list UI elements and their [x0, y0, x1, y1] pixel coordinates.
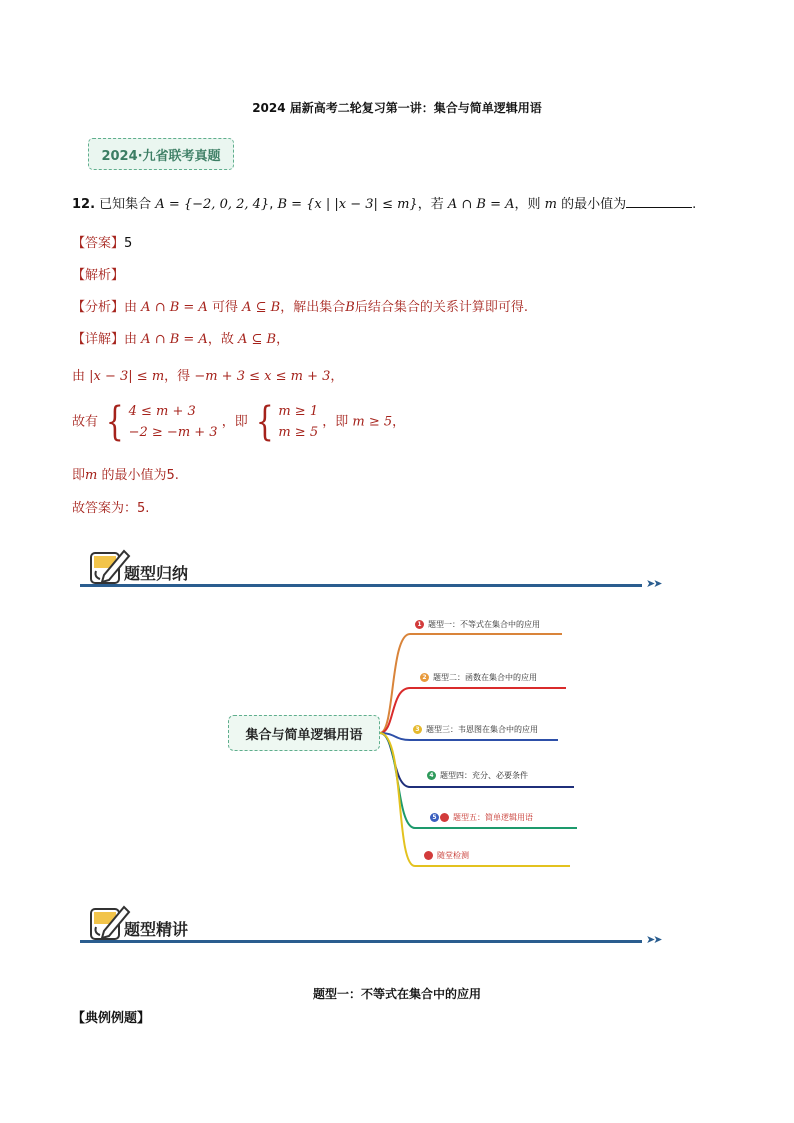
xiangjie-line: [72, 328, 289, 347]
step4-text-1: 即: [72, 468, 86, 483]
exam-tag: 2024·九省联考真题: [88, 138, 234, 170]
branch-label: 题型二：函数在集合中的应用: [433, 673, 537, 682]
branch-line-6: [380, 733, 570, 866]
branch-label: 随堂检测: [437, 851, 469, 860]
analysis-label: 【解析】: [72, 268, 125, 283]
xiangjie-text-2: ，故: [207, 332, 234, 347]
xiangjie-label: 【详解】: [72, 332, 125, 347]
inequality-system-2: { m ≥ 1 m ≥ 5: [255, 399, 319, 445]
section-rule: [80, 584, 642, 587]
ask-prefix: ，则: [514, 197, 541, 212]
inequality-system-1: { 4 ≤ m + 3 −2 ≥ −m + 3: [105, 399, 218, 445]
section-title-induction: 题型归纳: [124, 564, 189, 583]
branch-label: 题型五：简单逻辑用语: [453, 813, 533, 822]
subsection-title: 题型一：不等式在集合中的应用: [312, 987, 481, 1001]
fenxi-text-3: ，解出集合: [280, 300, 346, 315]
condition: A ∩ B = A: [447, 197, 515, 212]
flag-icon: [440, 813, 449, 822]
fenxi-text-4: 后结合集合的关系计算即可得.: [354, 300, 528, 315]
mindmap-branch-2: [420, 672, 537, 683]
problem-end: .: [692, 197, 697, 212]
system2-row1: m ≥ 1: [278, 404, 319, 419]
system2-row2: m ≥ 5: [278, 425, 319, 440]
xiangjie-math-2: A ⊆ B: [237, 332, 277, 347]
xiangjie-text-1: 由: [124, 332, 138, 347]
branch-number-badge: 4: [427, 771, 436, 780]
variable-m: m: [544, 197, 557, 212]
step2-math-1: |x − 3| ≤ m: [89, 369, 165, 384]
branch-number-badge: 5: [430, 813, 439, 822]
step2-text-1: 由: [72, 369, 86, 384]
mindmap-branch-1: [415, 619, 540, 630]
set-a: A = {−2, 0, 2, 4}: [155, 197, 270, 212]
branch-label: 题型三：韦恩图在集合中的应用: [426, 725, 538, 734]
answer-line: [72, 232, 132, 251]
system1-row2: −2 ≥ −m + 3: [128, 425, 218, 440]
step5-text-2: .: [145, 501, 150, 516]
example-label: 【典例例题】: [72, 1011, 151, 1026]
branch-number-badge: 3: [413, 725, 422, 734]
fenxi-math-2: A ⊆ B: [242, 300, 281, 315]
section-title-lecture: 题型精讲: [124, 920, 189, 939]
branch-dot-icon: [424, 851, 433, 860]
fenxi-text-2: 可得: [211, 300, 238, 315]
step5-value: 5: [137, 501, 146, 516]
answer-label: 【答案】: [72, 236, 125, 251]
step5-text-1: 故答案为：: [72, 501, 138, 516]
double-arrow-icon: ➤➤: [646, 933, 661, 946]
step4-math-1: m: [85, 468, 98, 483]
step2-text-2: ，得: [164, 369, 191, 384]
step5-line: [72, 497, 149, 516]
branch-number-badge: 2: [420, 673, 429, 682]
problem-statement: 12. 已知集合 A = {−2, 0, 2, 4}, B = {x | |x − 3| ≤ m}，若 A ∩ B = A，则 m 的最小值为 .: [72, 197, 697, 212]
step3-text-4: ，: [392, 414, 406, 430]
answer-value: 5: [124, 236, 133, 251]
fenxi-math-3: B: [345, 300, 355, 315]
document-title: 2024 届新高考二轮复习第一讲：集合与简单逻辑用语: [252, 101, 542, 115]
branch-number-badge: 1: [415, 620, 424, 629]
analysis-label-line: [72, 264, 124, 283]
branch-line-1: [380, 634, 562, 733]
step4-text-3: .: [174, 468, 179, 483]
set-b: B = {x | |x − 3| ≤ m}: [277, 197, 418, 212]
system1-row1: 4 ≤ m + 3: [128, 404, 196, 419]
step2-line: [72, 365, 343, 384]
xiangjie-math-1: A ∩ B = A: [141, 332, 208, 347]
mindmap-branch-6: [424, 850, 469, 861]
answer-blank: [626, 195, 692, 208]
mindmap-center-node: 集合与简单逻辑用语: [228, 715, 380, 751]
step3-text-2: ，即: [221, 414, 248, 430]
step3-text-3: ，即: [322, 414, 349, 430]
step3-line: [72, 401, 405, 443]
step2-math-2: −m + 3 ≤ x ≤ m + 3: [194, 369, 331, 384]
fenxi-line: [72, 296, 528, 315]
fenxi-label: 【分析】: [72, 300, 125, 315]
step4-line: [72, 464, 179, 483]
step2-text-3: ，: [330, 369, 344, 384]
section-header-lecture: [80, 907, 670, 947]
mindmap-branch-3: [413, 724, 538, 735]
step3-math-1: m ≥ 5: [352, 414, 393, 430]
fenxi-math-1: A ∩ B = A: [141, 300, 208, 315]
double-arrow-icon: ➤➤: [646, 577, 661, 590]
step4-text-2: 的最小值为: [101, 468, 167, 483]
section-rule: [80, 940, 642, 943]
branch-label: 题型四：充分、必要条件: [440, 771, 528, 780]
problem-number: 12.: [72, 197, 96, 212]
condition-prefix: ，若: [417, 197, 444, 212]
mindmap-connectors: [0, 600, 794, 880]
problem-lead: 已知集合: [99, 197, 152, 212]
fenxi-text-1: 由: [124, 300, 138, 315]
branch-label: 题型一：不等式在集合中的应用: [428, 620, 540, 629]
ask-text: 的最小值为: [561, 197, 627, 212]
section-header-induction: [80, 551, 670, 591]
step3-text-1: 故有: [72, 414, 99, 430]
step4-value: 5: [166, 468, 175, 483]
mindmap-branch-4: [427, 770, 528, 781]
mindmap-branch-5: [430, 812, 533, 823]
xiangjie-text-3: ，: [276, 332, 290, 347]
